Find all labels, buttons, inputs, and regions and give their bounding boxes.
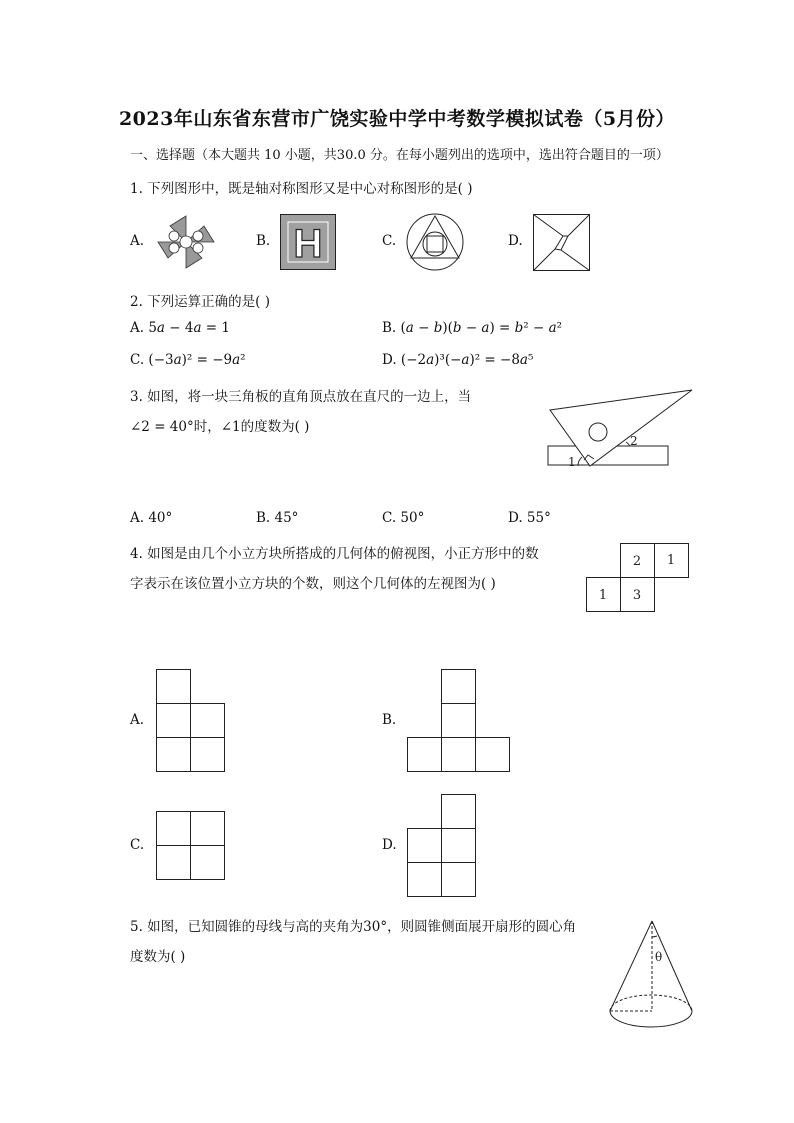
q4-grid-cell-number: 1	[598, 588, 608, 603]
q4-grid-cell-number: 1	[666, 553, 676, 568]
q1-option-c-label: C.	[382, 233, 397, 249]
q5-stem-line1: 5. 如图，已知圆锥的母线与高的夹角为30°，则圆锥侧面展开扇形的圆心角	[130, 919, 577, 935]
q2-stem: 2. 下列运算正确的是( )	[130, 294, 270, 310]
q4-grid-cell-number: 3	[632, 588, 642, 603]
q5-theta-label: θ	[655, 950, 663, 964]
q4-stem-line2: 字表示在该位置小立方块的个数，则这个几何体的左视图为( )	[130, 576, 496, 592]
q3-figure-triangle-ruler	[546, 384, 696, 474]
q1-figure-b-letter: H	[293, 222, 323, 266]
q3-option-d: D. 55°	[508, 510, 551, 526]
q5-figure-cone	[606, 917, 698, 1033]
q4-figure-a	[155, 668, 227, 774]
q1-figure-d-square-lines	[533, 214, 591, 272]
q3-stem-line1: 3. 如图，将一块三角板的直角顶点放在直尺的一边上，当	[130, 389, 472, 405]
q3-option-c: C. 50°	[382, 510, 425, 526]
q1-stem: 1. 下列图形中，既是轴对称图形又是中心对称图形的是( )	[130, 181, 473, 197]
page-title: 2023年山东省东营市广饶实验中学中考数学模拟试卷（5月份）	[118, 108, 676, 130]
q4-figure-b	[406, 668, 512, 774]
q4-figure-d	[406, 793, 478, 899]
q1-option-d-label: D.	[508, 233, 523, 249]
q1-figure-c-circle-triangle	[406, 213, 464, 271]
q4-top-view-grid	[585, 543, 691, 615]
q3-angle-2-label: 2	[630, 434, 638, 448]
q4-grid-cell-number: 2	[632, 554, 642, 569]
q2-option-c: C. (−3𝑎)² = −9𝑎²	[130, 352, 246, 368]
q3-option-a: A. 40°	[130, 510, 173, 526]
q1-option-b-label: B.	[256, 233, 271, 249]
q1-figure-a-pinwheel	[152, 212, 220, 272]
q2-option-b: B. (𝑎 − 𝑏)(𝑏 − 𝑎) = 𝑏² − 𝑎²	[382, 320, 563, 336]
q1-option-a-label: A.	[130, 233, 145, 249]
q4-stem-line1: 4. 如图是由几个小立方块所搭成的几何体的俯视图，小正方形中的数	[130, 546, 539, 562]
section-heading: 一、选择题（本大题共 10 小题，共30.0 分。在每小题列出的选项中，选出符合题目的一项）	[130, 148, 669, 163]
q2-option-a: A. 5𝑎 − 4𝑎 = 1	[130, 320, 230, 336]
q4-option-c-label: C.	[130, 837, 145, 853]
q3-option-b: B. 45°	[256, 510, 299, 526]
q4-option-d-label: D.	[382, 837, 397, 853]
q4-option-a-label: A.	[130, 712, 145, 728]
q3-stem-line2: ∠2 = 40°时，∠1的度数为( )	[130, 419, 310, 435]
q5-stem-line2: 度数为( )	[130, 949, 186, 965]
q2-option-d: D. (−2𝑎)³(−𝑎)² = −8𝑎⁵	[382, 352, 534, 368]
q3-angle-1-label: 1	[568, 455, 576, 469]
q1-figure-b-square-h	[280, 214, 336, 270]
q4-figure-c	[155, 810, 227, 882]
q4-option-b-label: B.	[382, 712, 397, 728]
